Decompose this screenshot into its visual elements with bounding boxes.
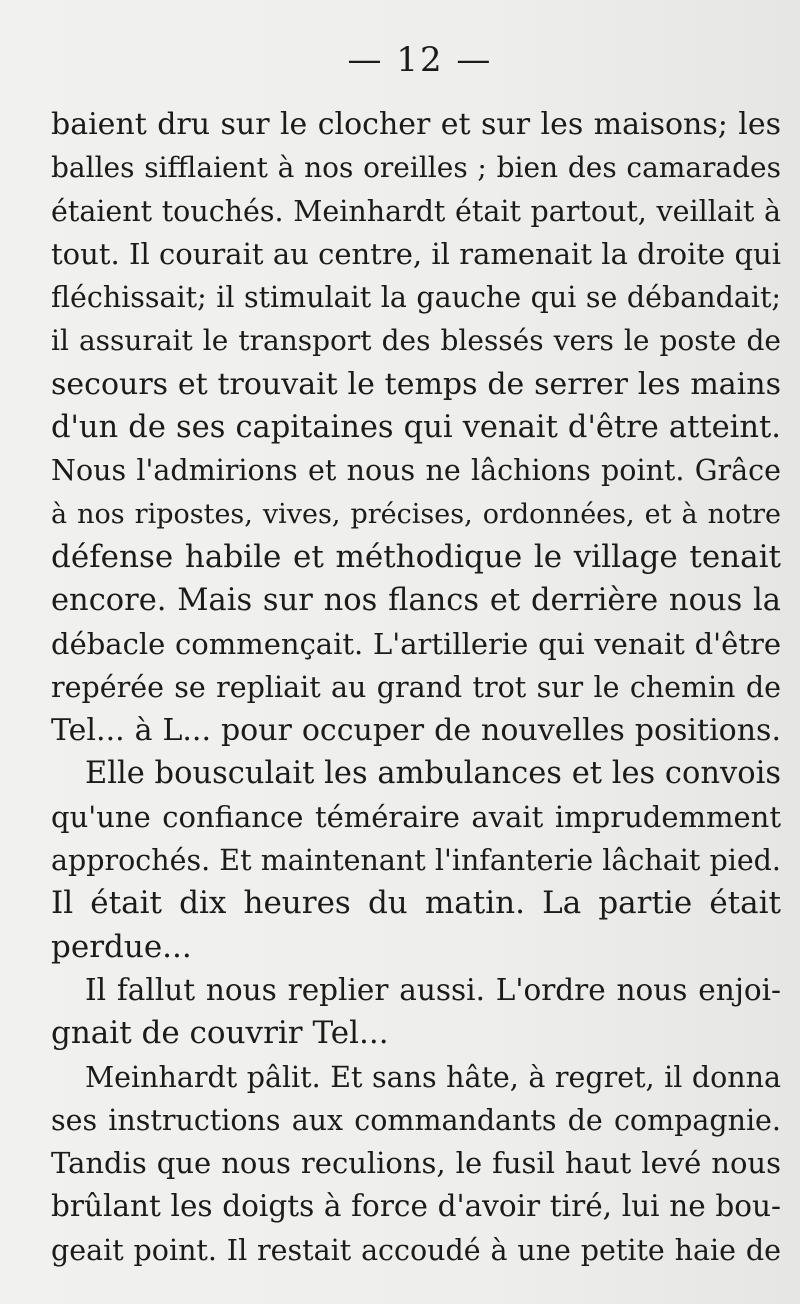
text-line: étaient touchés. Meinhardt était partout, veillait à <box>51 194 781 228</box>
text-line: Il fallut nous replier aussi. L'ordre nous enjoi- <box>85 972 781 1007</box>
text-line: d'un de ses capitaines qui venait d'être atteint. <box>51 410 781 446</box>
text-line: Elle bousculait les ambulances et les convois <box>85 756 781 792</box>
text-line: encore. Mais sur nos flancs et derrière nous la <box>51 583 781 619</box>
text-line: geait point. Il restait accoudé à une petite haie de <box>51 1233 781 1267</box>
text-line: gnait de couvrir Tel... <box>51 1015 389 1052</box>
text-line: Tel... à L... pour occuper de nouvelles positions. <box>51 713 781 749</box>
text-line: approchés. Et maintenant l'infanterie lâchait pied. <box>51 844 781 878</box>
text-line: ses instructions aux commandants de compagnie. <box>51 1103 781 1137</box>
text-line: fléchissait; il stimulait la gauche qui se débandait; <box>51 281 781 315</box>
text-line: brûlant les doigts à force d'avoir tiré, lui ne bou- <box>51 1189 781 1224</box>
text-line: qu'une confiance téméraire avait imprudemment <box>51 799 781 834</box>
text-line: défense habile et méthodique le village tenait <box>51 538 781 575</box>
text-line: Il était dix heures du matin. La partie était <box>51 885 781 922</box>
text-line: repérée se repliait au grand trot sur le chemin de <box>51 670 781 704</box>
text-line: perdue... <box>51 928 192 965</box>
text-line: Nous l'admirions et nous ne lâchions point. Grâce <box>51 454 781 488</box>
text-line: à nos ripostes, vives, précises, ordonnées, et à notre <box>51 498 781 530</box>
text-line: il assurait le transport des blessés vers le poste de <box>51 324 781 358</box>
text-line: tout. Il courait au centre, il ramenait la droite qui <box>51 236 781 271</box>
page-number: — 12 — <box>347 40 493 80</box>
text-line: secours et trouvait le temps de serrer les mains <box>51 366 781 402</box>
text-line: Tandis que nous reculions, le fusil haut levé nous <box>51 1146 781 1181</box>
text-line: balles sifflaient à nos oreilles ; bien des camarades <box>51 151 781 185</box>
text-line: débacle commençait. L'artillerie qui venait d'être <box>51 626 781 661</box>
text-line: Meinhardt pâlit. Et sans hâte, à regret, il donna <box>85 1060 781 1094</box>
text-line: baient dru sur le clocher et sur les maisons; les <box>51 107 781 142</box>
body-text <box>51 103 781 1272</box>
